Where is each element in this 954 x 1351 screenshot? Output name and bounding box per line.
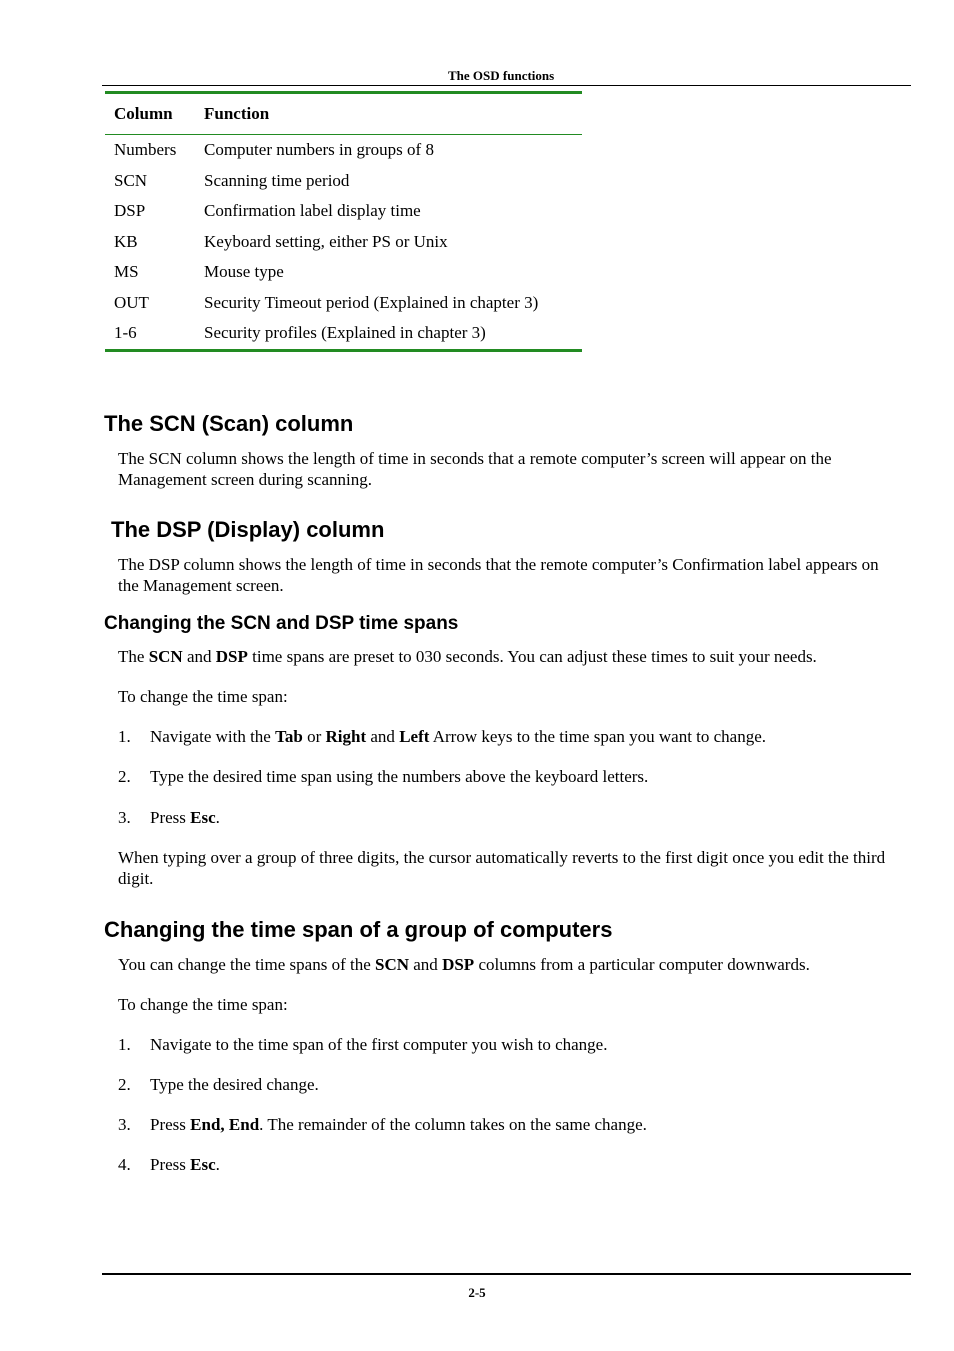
table-cell: Computer numbers in groups of 8 (204, 140, 434, 159)
footer-rule (102, 1273, 911, 1275)
paragraph-changing-lead: To change the time span: (118, 687, 288, 706)
running-header: The OSD functions (448, 68, 555, 83)
paragraph-group-lead: To change the time span: (118, 995, 288, 1014)
list-item: 3. Press Esc. (118, 808, 220, 827)
table-cell: Scanning time period (204, 171, 350, 190)
list-item: 3. Press End, End. The remainder of the column takes on the same change. (118, 1115, 647, 1134)
table-cell: Mouse type (204, 262, 284, 281)
table-cell: Confirmation label display time (204, 201, 421, 220)
paragraph-dsp: The DSP column shows the length of time in seconds that the remote computer’s Confirmation label appears on the Management screen. (118, 555, 879, 595)
table-cell: Security Timeout period (Explained in chapter 3) (204, 293, 539, 312)
table-cell: KB (114, 232, 138, 251)
table-header-function: Function (204, 104, 270, 123)
table-cell: Security profiles (Explained in chapter 3) (204, 323, 486, 342)
list-item: 2. Type the desired time span using the numbers above the keyboard letters. (118, 767, 649, 786)
list-item: 4. Press Esc. (118, 1155, 220, 1174)
list-item: 1. Navigate with the Tab or Right and Left Arrow keys to the time span you want to change. (118, 727, 767, 746)
table-cell: OUT (114, 293, 149, 312)
table-cell: 1-6 (114, 323, 137, 342)
heading-scn-column: The SCN (Scan) column (104, 411, 354, 436)
table-cell: Numbers (114, 140, 177, 159)
page-number: 2-5 (468, 1285, 486, 1300)
heading-dsp-column: The DSP (Display) column (111, 517, 385, 542)
table-cell: MS (114, 262, 139, 281)
header-rule (102, 85, 911, 86)
list-item: 2. Type the desired change. (118, 1075, 319, 1094)
table-header-column: Column (114, 104, 173, 123)
table-header-rule (105, 134, 582, 135)
paragraph-scn: The SCN column shows the length of time in seconds that a remote computer’s screen will appear on the Management screen during scanning. (118, 449, 832, 489)
paragraph-group-intro: You can change the time spans of the SCN and DSP columns from a particular computer downwards. (118, 955, 810, 974)
paragraph-changing-intro: The SCN and DSP time spans are preset to 030 seconds. You can adjust these times to suit your needs. (118, 647, 817, 666)
table-top-rule (105, 91, 582, 94)
paragraph-changing-note: When typing over a group of three digits, the cursor automatically reverts to the first digit once you edit the third digit. (118, 848, 886, 888)
table-cell: SCN (114, 171, 148, 190)
heading-changing-time-spans: Changing the SCN and DSP time spans (104, 613, 459, 634)
heading-group-time-span: Changing the time span of a group of computers (104, 917, 613, 942)
table-bottom-rule (105, 349, 582, 352)
list-item: 1. Navigate to the time span of the first computer you wish to change. (118, 1035, 608, 1054)
table-cell: Keyboard setting, either PS or Unix (204, 232, 448, 251)
table-cell: DSP (114, 201, 146, 220)
